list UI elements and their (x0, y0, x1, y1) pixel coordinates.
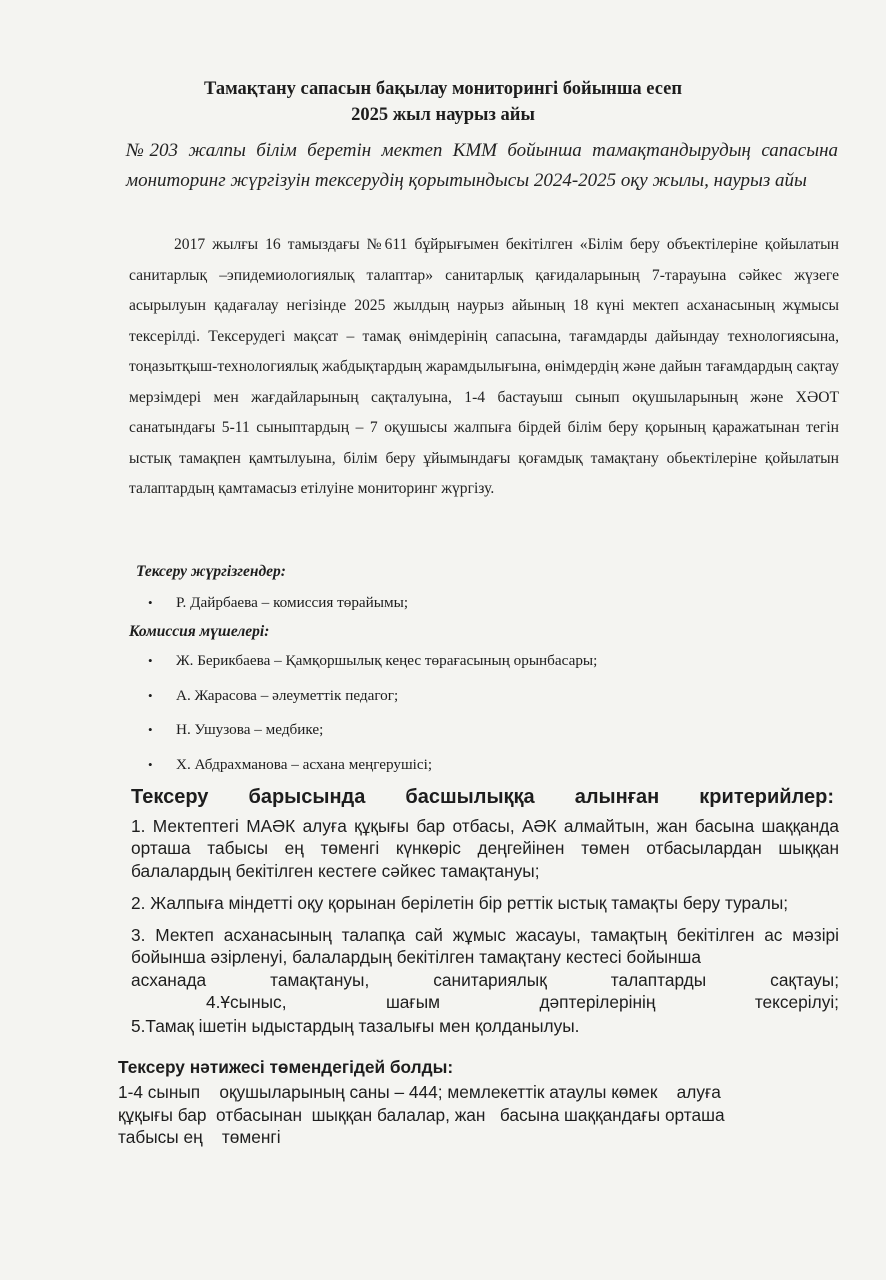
report-period: 2025 жыл наурыз айы (351, 105, 535, 125)
criteria-heading (131, 786, 834, 809)
criteria-item: 1. Мектептегі МАӘК алуға құқығы бар отбасы, АӘК алмайтын, жан басына шаққанда орташа табысы ең төменгі күнкөріс деңгейінен төмен отбасылардан шыққан балалардың бекітілген кестеге сәйкес тамақтануы; (131, 816, 839, 881)
intro-paragraph: 2017 жылғы 16 тамыздағы №611 бұйрығымен бекітілген «Білім беру объектілеріне қойылатын санитарлық –эпидемиологиялық талаптар» санитарлық қағидаларының 7-тарауына сәйкес жүзеге асырылуын қадағалау негізінде 2025 жылдың наурыз айының 18 күні мектеп асханасының жұмысы тексерілді. Тексерудегі мақсат – тамақ өнімдерінің сапасына, тағамдарды дайындау технологиясына, тоңазытқыш-технологиялық жабдықтардың жарамдылығына, өнімдердің және дайын тағамдардың сақтау мерзімдері мен жағдайларының сақталуына, 1-4 бастауыш сынып оқушыларының және ХӘОТ санатындағы 5-11 сыныптардың – 7 оқушысы жалпыға бірдей білім беру қорының қаражатынан тегін ыстық тамақпен қамтылуына, білім беру ұйымындағы қоғамдық тамақтану обьектілеріне қойылатын талаптардың қамтамасыз етілуіне мониторинг жүргізу. (129, 236, 839, 497)
criteria-item: 3. Мектеп асханасының талапқа сай жұмыс жасауы, тамақтың бекітілген ас мәзірі бойынша әзірленуі, балалардың бекітілген тамақтану кестесі бойынша (131, 925, 839, 968)
inspectors-list (148, 592, 408, 627)
results-body (118, 1081, 832, 1149)
criteria-item-continued: асханада тамақтануы, санитариялық талаптарды сақтауы; (131, 969, 839, 990)
commission-label: Комиссия мүшелері: (129, 623, 270, 640)
list-item: • Н. Ушузова – медбике; (148, 719, 597, 754)
list-item: • Ж. Берикбаева – Қамқоршылық кеңес төрағасының орынбасары; (148, 650, 597, 685)
criteria-heading-word: Тексеру (131, 786, 209, 808)
criteria-heading-word: басшылыққа (405, 786, 535, 808)
inspectors-label: Тексеру жүргізгендер: (136, 563, 286, 580)
results-line: табысы ең төменгі (118, 1127, 281, 1148)
criteria-heading-word: критерийлер: (699, 786, 834, 808)
criteria-heading-word: алынған (574, 786, 660, 808)
commission-list (148, 650, 597, 788)
criteria-heading-word: барысында (248, 786, 366, 808)
list-item: • А. Жарасова – әлеуметтік педагог; (148, 685, 597, 720)
results-heading: Тексеру нәтижесі төмендегідей болды: (118, 1057, 454, 1077)
report-subtitle: №203 жалпы білім беретін мектеп КММ бойынша тамақтандырудың сапасына мониторинг жүргізуін тексерудің қорытындысы 2024-2025 оқу жылы, наурыз айы (126, 140, 838, 191)
criteria-item: 5.Тамақ ішетін ыдыстардың тазалығы мен қолданылуы. (131, 1016, 580, 1037)
list-item: • Р. Дайрбаева – комиссия төрайымы; (148, 592, 408, 627)
criteria-item: 2. Жалпыға міндетті оқу қорынан берілетін бір реттік ыстық тамақты беру туралы; (131, 892, 789, 913)
results-line: құқығы бар отбасынан шыққан балалар, жан басына шаққандағы орташа (118, 1104, 725, 1125)
list-item: • Х. Абдрахманова – асхана меңгерушісі; (148, 754, 597, 789)
results-line: 1-4 сынып оқушыларының саны – 444; мемлекеттік атаулы көмек алуға (118, 1082, 721, 1102)
criteria-list (131, 815, 839, 1038)
report-title: Тамақтану сапасын бақылау мониторингі бойынша есеп (203, 79, 683, 99)
criteria-item: 4.Ұсыныс, шағым дәптерілерінің тексерілуі; (206, 992, 839, 1013)
